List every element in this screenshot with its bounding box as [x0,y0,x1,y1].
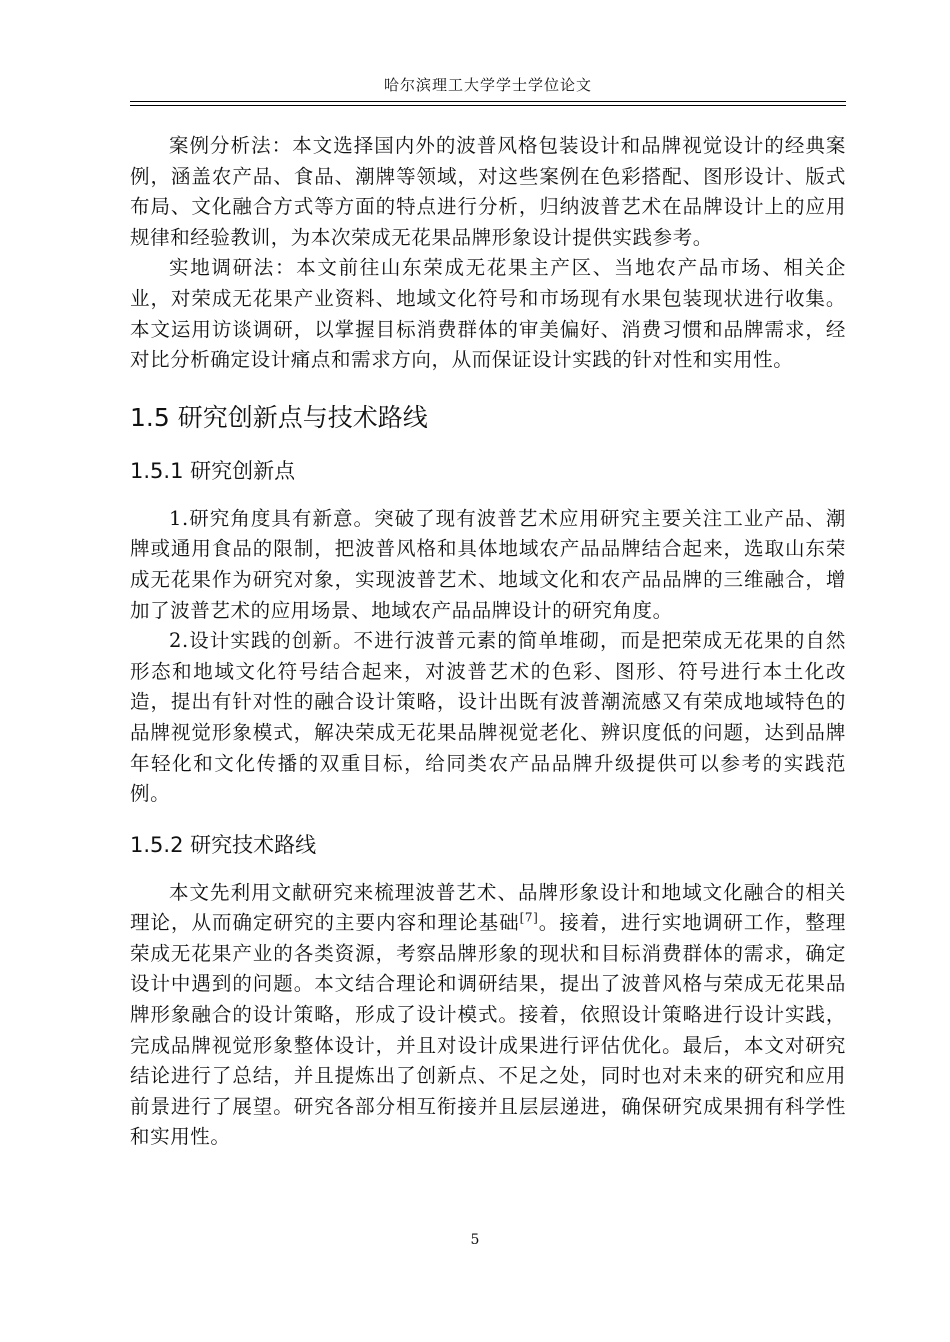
header-rule-thick [130,101,846,102]
roadmap-text-part1: 本文先利用文献研究来梳理波普艺术、品牌形象设计和地域文化融合的相关理论，从而确定研究的主要内容和理论基础 [130,880,846,935]
paragraph-roadmap [130,878,846,1153]
header-rule-thin [130,105,846,106]
paragraph-field-research: 实地调研法：本文前往山东荣成无花果主产区、当地农产品市场、相关企业，对荣成无花果产业资料、地域文化符号和市场现有水果包装现状进行收集。本文运用访谈调研，以掌握目标消费群体的审美偏好、消费习惯和品牌需求，经对比分析确定设计痛点和需求方向，从而保证设计实践的针对性和实用性。 [130,256,846,372]
subsection-heading-innovation: 1.5.1 研究创新点 [130,458,296,483]
roadmap-text-part2: 。接着，进行实地调研工作，整理荣成无花果产业的各类资源，考察品牌形象的现状和目标消费群体的需求，确定设计中遇到的问题。本文结合理论和调研结果，提出了波普风格与荣成无花果品牌形象融合的设计策略，形成了设计模式。接着，依照设计策略进行设计实践，完成品牌视觉形象整体设计，并且对设计成果进行评估优化。最后，本文对研究结论进行了总结，并且提炼出了创新点、不足之处，同时也对未来的研究和应用前景进行了展望。研究各部分相互衔接并且层层递进，确保研究成果拥有科学性和实用性。 [130,911,846,1149]
paragraph-innovation-1: 1.研究角度具有新意。突破了现有波普艺术应用研究主要关注工业产品、潮牌或通用食品的限制，把波普风格和具体地域农产品品牌结合起来，选取山东荣成无花果作为研究对象，实现波普艺术、地域文化和农产品品牌的三维融合，增加了波普艺术的应用场景、地域农产品品牌设计的研究角度。 [130,506,846,622]
section-heading: 1.5 研究创新点与技术路线 [130,402,428,432]
citation-superscript: [7] [519,910,539,925]
subsection-heading-roadmap: 1.5.2 研究技术路线 [130,832,317,857]
running-header: 哈尔滨理工大学学士学位论文 [383,76,592,94]
paragraph-case-analysis: 案例分析法：本文选择国内外的波普风格包装设计和品牌视觉设计的经典案例，涵盖农产品、食品、潮牌等领域，对这些案例在色彩搭配、图形设计、版式布局、文化融合方式等方面的特点进行分析，归纳波普艺术在品牌设计上的应用规律和经验教训，为本次荣成无花果品牌形象设计提供实践参考。 [130,134,846,249]
page-number: 5 [470,1232,480,1248]
page-content [130,131,846,1153]
paragraph-innovation-2: 2.设计实践的创新。不进行波普元素的简单堆砌，而是把荣成无花果的自然形态和地域文化符号结合起来，对波普艺术的色彩、图形、符号进行本土化改造，提出有针对性的融合设计策略，设计出既有波普潮流感又有荣成地域特色的品牌视觉形象模式，解决荣成无花果品牌视觉老化、辨识度低的问题，达到品牌年轻化和文化传播的双重目标，给同类农产品品牌升级提供可以参考的实践范例。 [130,629,846,806]
